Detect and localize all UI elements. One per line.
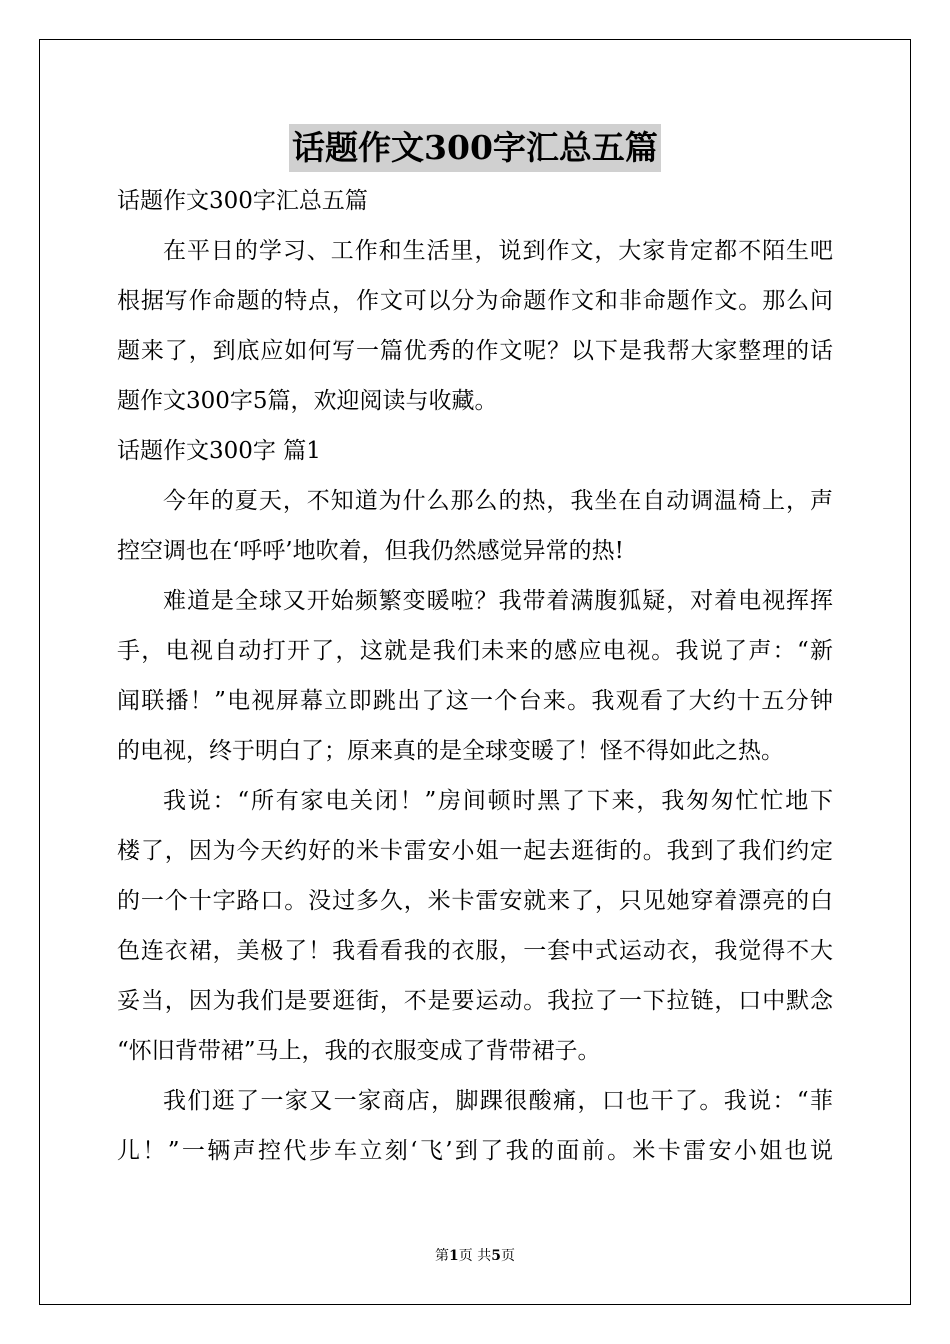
page-footer [0,1246,950,1266]
text-line: 控空调也在‘呼呼’地吹着，但我仍然感觉异常的热! [117,538,624,564]
title-container [0,124,950,172]
document-title: 话题作文300字汇总五篇 [289,124,661,172]
text-line: 我们逛了一家又一家商店，脚踝很酸痛，口也干了。我说：“菲 [163,1088,833,1114]
text-line: 在平日的学习、工作和生活里，说到作文，大家肯定都不陌生吧 [163,238,833,264]
text-line: 手，电视自动打开了，这就是我们未来的感应电视。我说了声：“新 [117,638,833,664]
text-line: 题作文300字5篇，欢迎阅读与收藏。 [117,388,498,414]
footer-page-mid: 页 共 [458,1248,492,1264]
text-line: 难道是全球又开始频繁变暖啦？我带着满腹狐疑，对着电视挥挥 [163,588,833,614]
footer-page-total: 5 [491,1248,501,1264]
text-line: 我说：“所有家电关闭！”房间顿时黑了下来，我匆匆忙忙地下 [163,788,833,814]
text-line: 妥当，因为我们是要逛街，不是要运动。我拉了一下拉链，口中默念 [117,988,833,1014]
footer-page-prefix: 第 [435,1248,450,1264]
text-line: 话题作文300字 篇1 [117,438,321,464]
text-line: 色连衣裙，美极了！我看看我的衣服，一套中式运动衣，我觉得不大 [117,938,833,964]
text-line: 楼了，因为今天约好的米卡雷安小姐一起去逛街的。我到了我们约定 [117,838,833,864]
text-line: 的一个十字路口。没过多久，米卡雷安就来了，只见她穿着漂亮的白 [117,888,833,914]
document-body [117,176,833,1176]
text-line: “怀旧背带裙”马上，我的衣服变成了背带裙子。 [117,1038,601,1064]
footer-page-suffix: 页 [500,1248,515,1264]
text-line: 儿！”一辆声控代步车立刻‘飞’到了我的面前。米卡雷安小姐也说 [117,1138,833,1164]
text-line: 闻联播！”电视屏幕立即跳出了这一个台来。我观看了大约十五分钟 [117,688,833,714]
text-line: 话题作文300字汇总五篇 [117,188,368,214]
text-line: 根据写作命题的特点，作文可以分为命题作文和非命题作文。那么问 [117,288,833,314]
text-line: 的电视，终于明白了；原来真的是全球变暖了！怪不得如此之热。 [117,738,784,764]
footer-page-current: 1 [449,1248,459,1264]
text-line: 今年的夏天，不知道为什么那么的热，我坐在自动调温椅上，声 [163,488,833,514]
text-line: 题来了，到底应如何写一篇优秀的作文呢？以下是我帮大家整理的话 [117,338,833,364]
